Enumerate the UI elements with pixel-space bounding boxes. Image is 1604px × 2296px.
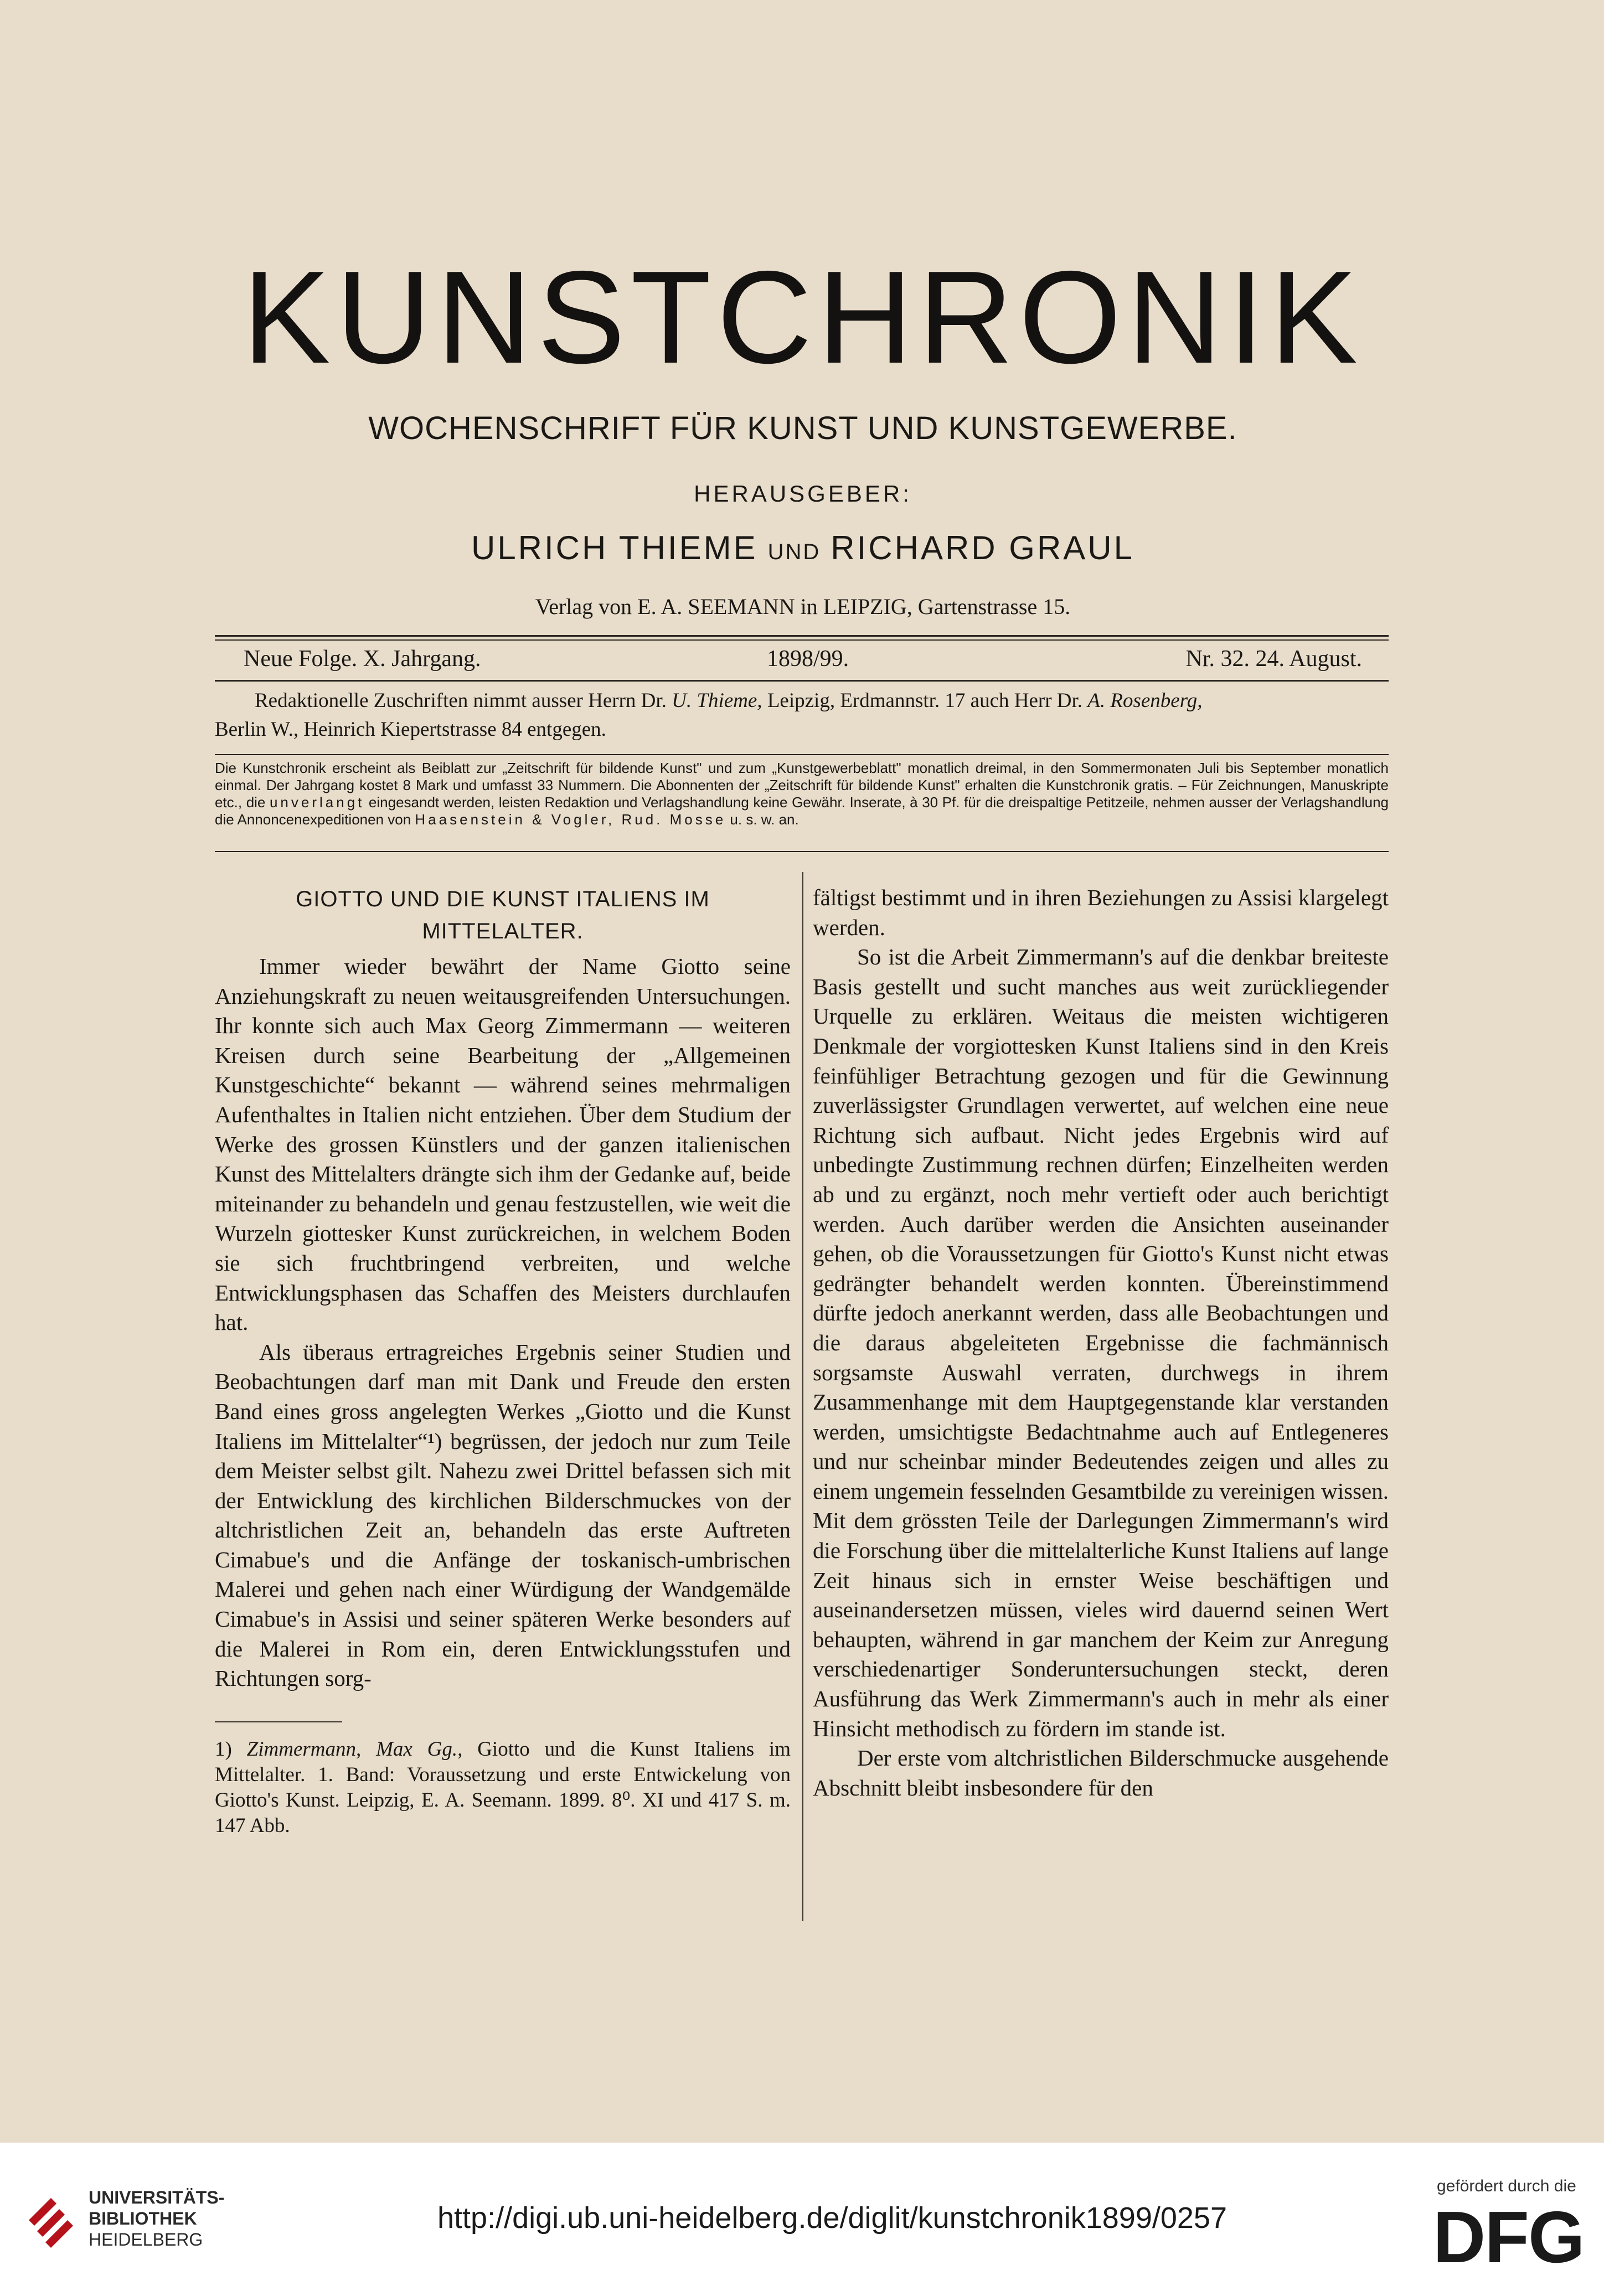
footnote-rule	[215, 1721, 342, 1722]
divider	[215, 639, 1389, 641]
divider	[215, 680, 1389, 682]
editorial-contact	[215, 687, 1389, 744]
library-name	[89, 2187, 224, 2250]
library-name-line: HEIDELBERG	[89, 2230, 203, 2249]
dfg-logo: DFG	[1433, 2196, 1584, 2278]
footnote-text: Giotto und die Kunst Italiens im Mittelalter. 1. Band: Voraussetzung und erste Entwickelung von Giotto's Kunst. Leipzig, E. A. Seemann. 1899. 8⁰. XI und 417 S. m. 147 Abb.	[215, 1737, 791, 1837]
paragraph: So ist die Arbeit Zimmermann's auf die denkbar breiteste Basis gestellt und sucht manches aus weit zurückliegender Urquelle zu erklären. Weitaus die meisten wichtigeren Denkmale der vorgiottesken Kunst Italiens sind in den Kreis feinfühliger Betrachtung gezogen und für die Gewinnung zuverlässigster Grundlagen verwertet, auf welchen eine neue Richtung sich aufbaut. Nicht jedes Ergebnis wird auf unbedingte Zustimmung rechnen dürfen; Einzelheiten werden ab und zu ergänzt, noch mehr vertieft oder auch berichtigt werden. Auch darüber werden die Ansichten auseinander gehen, ob die Voraussetzungen für Giotto's Kunst nicht etwas gedrängter behandelt werden konnten. Übereinstimmend dürfte jedoch anerkannt werden, dass alle Beobachtungen und die daraus abgeleiteten Ergebnisse die fachmännisch sorgsamste Auswahl verraten, durchwegs in ihrem Zusammenhange mit dem Hauptgegenstande klar verstanden werden, umsichtigste Bedachtnahme auch auf Entlegeneres und nur scheinbar minder Bedeutendes zeigen und alles zu einem ungemein fesselnden Gesamtbilde zu vereinigen wissen. Mit dem grössten Teile der Darlegungen Zimmermann's wird die Forschung über die mittelalterliche Kunst Italiens auf lange Zeit hinaus sich in ernster Weise beschäftigen und auseinandersetzen müssen, vieles wird dauernd seinen Wert behaupten, während in gar manchem der Keim zur Anregung verschiedenartiger Sonderuntersuchungen steckt, deren Ausführung das Werk Zimmermann's auch in mehr als einer Hinsicht methodisch zu fördern im stande ist.	[813, 944, 1389, 1741]
contact-address: Berlin W., Heinrich Kiepertstrasse 84 entgegen.	[215, 718, 606, 741]
library-name-line: BIBLIOTHEK	[89, 2209, 197, 2228]
issue-number: Nr. 32. 24. August.	[1185, 646, 1362, 672]
editors-label: HERAUSGEBER:	[694, 481, 912, 507]
divider	[215, 754, 1389, 755]
contact-text: Redaktionelle Zuschriften nimmt ausser Herrn Dr.	[255, 689, 672, 712]
divider	[215, 851, 1389, 852]
footnote-mark: 1)	[215, 1737, 247, 1761]
notice-emphasis: Haasenstein & Vogler, Rud. Mosse	[415, 811, 726, 828]
editor-name: RICHARD GRAUL	[831, 529, 1135, 566]
paragraph: Als überaus ertragreiches Ergebnis seiner Studien und Beobachtungen darf man mit Dank und Freude den ersten Band eines gross angelegten Werkes „Giotto und die Kunst Italiens im Mittelalter“¹) begrüssen, der jedoch nur zum Teile dem Meister selbst gilt. Nahezu zwei Drittel befassen sich mit der Entwicklung des kirchlichen Bilderschmuckes von der altchristlichen Zeit an, behandeln das erste Auftreten Cimabue's und die Anfänge der toskanisch-umbrischen Malerei und gehen nach einer Würdigung der Wandgemälde Cimabue's in Assisi und seiner späteren Werke besonders auf die Malerei in Rom ein, deren Entwicklungsstufen und Richtungen sorg-	[215, 1339, 791, 1691]
editor-name: ULRICH THIEME	[471, 529, 758, 566]
masthead-title: KUNSTCHRONIK	[242, 244, 1364, 391]
notice-text: Die Kunstchronik erscheint als Beiblatt zur „Zeitschrift für bildende Kunst" und zum „Kunstgewerbeblatt" monatlich dreimal, in den Sommermonaten Juli bis September monatlich einmal. Der Jahrgang kostet 8 Mark und umfasst 33 Nummern. Die Abonnenten der „Zeitschrift für bildende Kunst" erhalten die Kunstchronik gratis. – Für Zeichnungen, Manuskripte etc., die	[215, 760, 1389, 811]
library-name-line: UNIVERSITÄTS-	[89, 2187, 225, 2207]
article-title: GIOTTO UND DIE KUNST ITALIENS IM MITTELALTER.	[296, 887, 710, 943]
footnote-author: Zimmermann, Max Gg.,	[246, 1737, 463, 1761]
right-column	[813, 883, 1389, 1803]
masthead-subtitle: WOCHENSCHRIFT FÜR KUNST UND KUNSTGEWERBE.	[368, 410, 1237, 446]
issue-line	[244, 646, 1362, 679]
editors-conjunction: UND	[767, 540, 821, 564]
digitization-footer	[0, 2143, 1604, 2296]
issue-year: 1898/99.	[767, 646, 849, 672]
notice-text: u. s. w. an.	[726, 811, 799, 828]
issue-series: Neue Folge. X. Jahrgang.	[244, 646, 481, 672]
contact-name: U. Thieme,	[672, 689, 762, 712]
subscription-notice	[215, 760, 1389, 828]
left-column	[215, 883, 791, 1839]
paragraph: Immer wieder bewährt der Name Giotto seine Anziehungskraft zu neuen weitausgreifenden Untersuchungen. Ihr konnte sich auch Max Georg Zimmermann — weiteren Kreisen durch seine Bearbeitung der „Allgemeinen Kunstgeschichte“ bekannt — während seines mehrmaligen Aufenthaltes in Italien nicht entziehen. Über dem Studium der Werke des grossen Künstlers und der ganzen italienischen Kunst des Mittelalters drängte sich ihm der Gedanke auf, beide miteinander zu behandeln und genau festzustellen, wie weit die Wurzeln giottesker Kunst zurückreichen, in welchem Boden sie sich fruchtbringend verbreiten, und welche Entwicklungsphasen das Schaffen des Meisters durchlaufen hat.	[215, 953, 791, 1335]
paragraph: Der erste vom altchristlichen Bilderschmucke ausgehende Abschnitt bleibt insbesondere für den	[813, 1745, 1389, 1800]
library-logo-icon	[23, 2190, 79, 2251]
notice-emphasis: unverlangt	[269, 794, 365, 811]
publisher-line: Verlag von E. A. SEEMANN in LEIPZIG, Gartenstrasse 15.	[535, 594, 1071, 619]
permalink-url[interactable]: http://digi.ub.uni-heidelberg.de/diglit/kunstchronik1899/0257	[437, 2201, 1227, 2235]
footnote	[215, 1737, 791, 1839]
contact-text: Leipzig, Erdmannstr. 17 auch Herr Dr.	[762, 689, 1088, 712]
contact-name: A. Rosenberg,	[1087, 689, 1203, 712]
notice-text: eingesandt werden, leisten Redaktion und Verlagshandlung keine Gewähr. Inserate, à 30 Pf. für die dreispaltige Petitzeile, nehmen ausser der Verlagshandlung die Annoncenexpeditionen von	[215, 794, 1389, 828]
column-divider	[802, 872, 803, 1921]
editors-line	[210, 529, 1395, 567]
divider	[215, 635, 1389, 637]
sponsor-label: gefördert durch die	[1437, 2177, 1576, 2195]
paragraph: fältigst bestimmt und in ihren Beziehungen zu Assisi klargelegt werden.	[813, 885, 1389, 940]
